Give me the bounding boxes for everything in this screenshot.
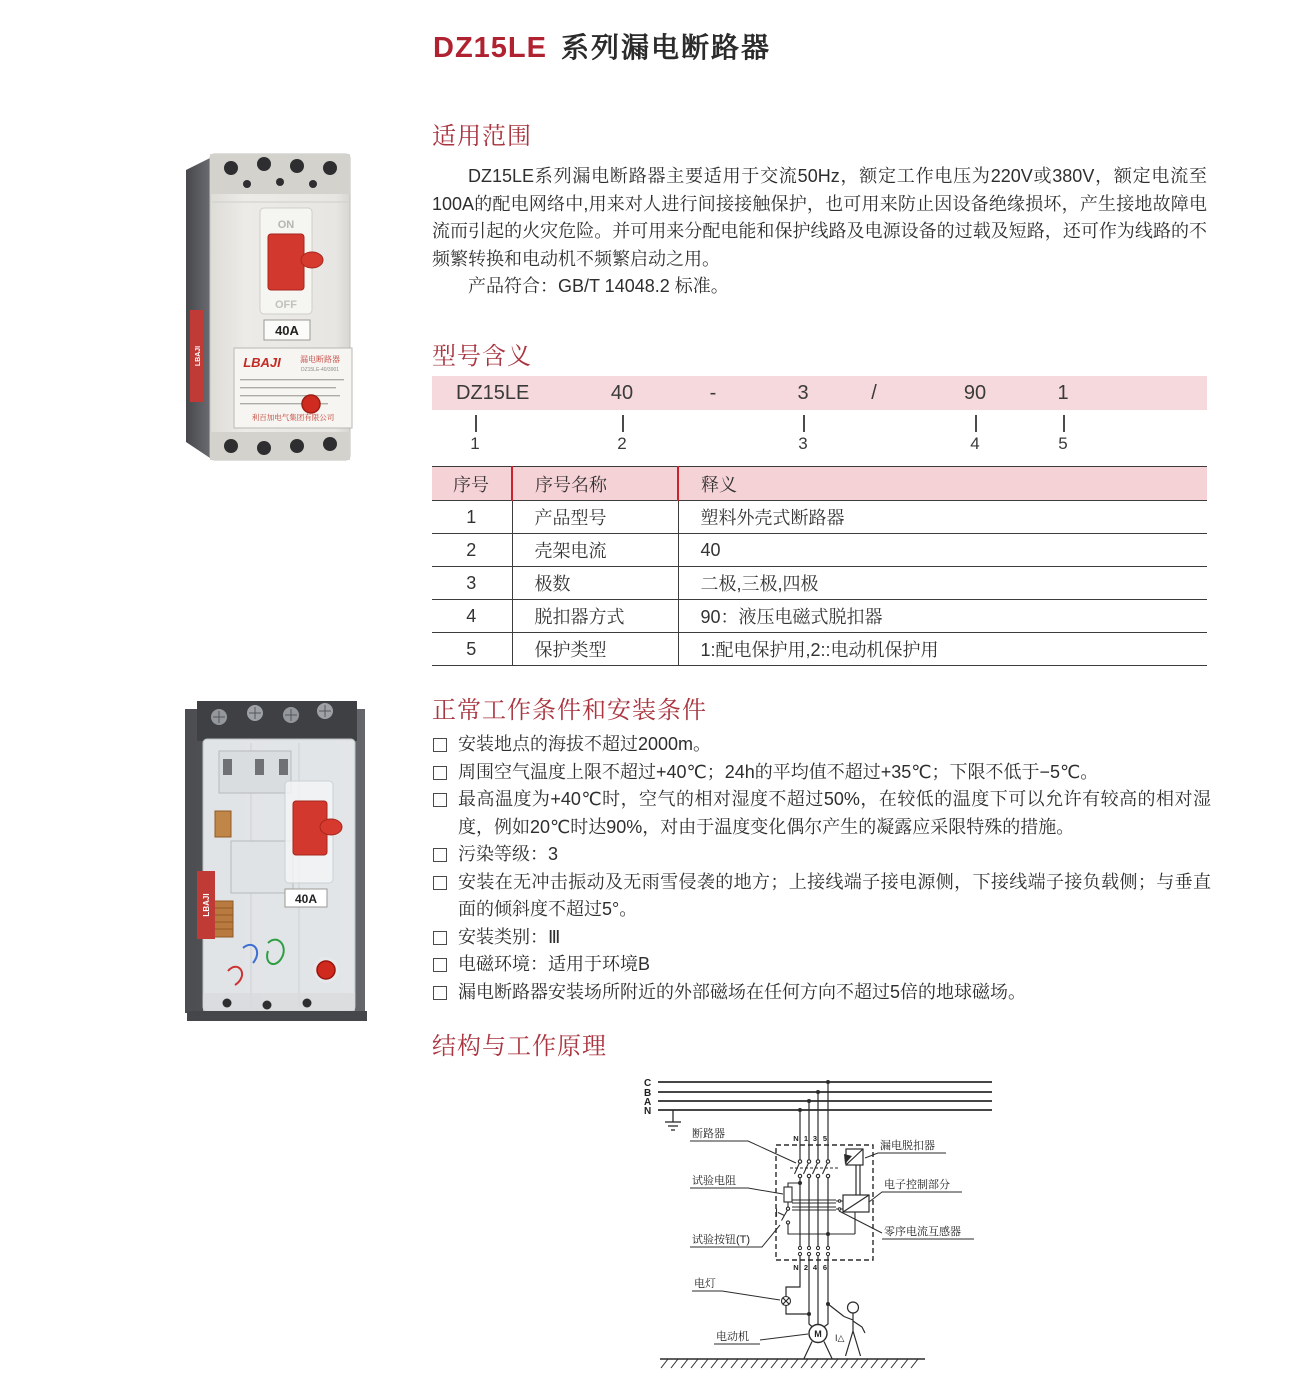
electronic-control-callout: 电子控制部分	[884, 1179, 950, 1191]
heading-scope: 适用范围	[432, 123, 532, 150]
svg-text:6: 6	[822, 1263, 828, 1272]
checkbox-square-icon	[433, 793, 447, 807]
checkbox-square-icon	[433, 848, 447, 862]
list-item-text: 最高温度为+40℃时，空气的相对湿度不超过50%，在较低的温度下可以允许有较高的相对湿度，例如20℃时达90%，对由于温度变化偶尔产生的凝露应采限特殊的措施。	[458, 789, 1211, 837]
model-part-dash: -	[709, 382, 717, 404]
model-part-prefix: DZ15LE	[456, 382, 530, 404]
checkbox-square-icon	[433, 958, 447, 972]
table-row	[432, 534, 1207, 567]
list-item	[432, 924, 1211, 952]
principle-diagram	[640, 1062, 1020, 1387]
bottom-terminal-labels	[793, 1263, 827, 1272]
checkbox-square-icon	[433, 766, 447, 780]
scope-paragraphs	[432, 163, 1207, 301]
person-figure	[844, 1302, 865, 1356]
col-header-name: 序号名称	[512, 467, 678, 501]
toggle-off-label: OFF	[275, 299, 297, 311]
cell-name: 极数	[512, 567, 678, 600]
cell-index: 5	[432, 633, 512, 666]
motor-symbol	[804, 1325, 832, 1359]
position-number: 2	[617, 434, 627, 453]
svg-text:B: B	[644, 1088, 652, 1099]
svg-text:2: 2	[803, 1263, 809, 1272]
table-row	[432, 567, 1207, 600]
svg-text:N: N	[644, 1106, 652, 1117]
model-meaning-table	[432, 466, 1207, 666]
cell-name: 保护类型	[512, 633, 678, 666]
model-small-label: DZ15LE-40/3901	[300, 367, 340, 373]
ground-hatching	[660, 1359, 925, 1368]
model-code-band	[432, 376, 1207, 410]
breaker-callout: 断路器	[692, 1128, 725, 1140]
heading-model-meaning: 型号含义	[432, 343, 532, 370]
transparent-body	[197, 739, 355, 1011]
position-number: 5	[1058, 434, 1068, 453]
company-label: 利百加电气集团有限公司	[251, 413, 335, 422]
list-item	[432, 979, 1211, 1007]
breaker-side-panel	[186, 158, 210, 458]
cell-index: 3	[432, 567, 512, 600]
test-resistor-callout: 试验电阻	[692, 1175, 736, 1187]
svg-text:4: 4	[812, 1263, 818, 1272]
checkbox-square-icon	[433, 931, 447, 945]
list-item	[432, 731, 1211, 759]
feeder-wires	[800, 1082, 828, 1160]
junction-dots	[798, 1080, 830, 1316]
cell-meaning: 二极,三极,四极	[678, 567, 1207, 600]
rating-amp-label: 40A	[294, 892, 318, 906]
power-bus-lines	[658, 1082, 992, 1110]
toggle-on-label: ON	[277, 219, 295, 231]
svg-text:C: C	[644, 1078, 652, 1089]
col-header-index: 序号	[432, 467, 512, 501]
model-part-release: 90	[963, 382, 987, 404]
list-item-text: 安装类别：Ⅲ	[458, 926, 561, 947]
lamp-callout: 电灯	[694, 1278, 716, 1290]
top-terminal-labels	[793, 1134, 827, 1143]
svg-text:1: 1	[803, 1134, 809, 1143]
earth-symbol	[665, 1110, 681, 1130]
model-part-poles: 3	[797, 382, 809, 404]
cell-name: 壳架电流	[512, 534, 678, 567]
list-item-text: 安装在无冲击振动及无雨雪侵袭的地方；上接线端子接电源侧，下接线端子接负载侧；与垂直面的倾斜度不超过5°。	[458, 871, 1211, 919]
breaker-front	[210, 154, 352, 460]
side-sticker-brand: LBAJI	[195, 345, 202, 367]
breaker-contacts	[790, 1154, 852, 1178]
test-button-red	[302, 395, 320, 413]
table-header-row	[432, 467, 1207, 501]
top-terminal-screws	[197, 701, 357, 741]
svg-text:N: N	[793, 1263, 799, 1272]
svg-text:5: 5	[822, 1134, 828, 1143]
zct-callout: 零序电流互感器	[884, 1226, 961, 1238]
list-item	[432, 869, 1211, 924]
motor-callout: 电动机	[716, 1331, 749, 1343]
toggle-knob	[320, 819, 342, 835]
position-tick	[803, 415, 805, 432]
electronic-control-box	[843, 1195, 869, 1212]
table-row	[432, 600, 1207, 633]
leakage-release-callout: 漏电脱扣器	[880, 1140, 935, 1152]
breaker-photo-transparent	[173, 693, 380, 1032]
table-row	[432, 501, 1207, 534]
checkbox-square-icon	[433, 876, 447, 890]
toggle-knob	[301, 252, 323, 268]
breaker-photo-solid	[168, 140, 375, 477]
svg-text:M: M	[814, 1329, 822, 1339]
list-item	[432, 951, 1211, 979]
lamp-symbol	[782, 1297, 791, 1306]
test-button-red	[317, 961, 335, 979]
cell-index: 4	[432, 600, 512, 633]
base-rail	[187, 1011, 367, 1021]
breaker-photo-solid-art	[168, 140, 375, 472]
breaker-photo-transparent-art	[173, 693, 380, 1027]
model-part-frame-current: 40	[610, 382, 634, 404]
conditions-list	[432, 731, 1211, 1006]
spec-label	[234, 348, 352, 428]
checkbox-square-icon	[433, 738, 447, 752]
list-item-text: 周围空气温度上限不超过+40℃；24h的平均值不超过+35℃；下限不低于−5℃。	[458, 761, 1099, 782]
principle-diagram-svg	[640, 1062, 1020, 1382]
scope-paragraph-1: DZ15LE系列漏电断路器主要适用于交流50Hz，额定工作电压为220V或380V，额定电流至100A的配电网络中,用来对人进行间接接触保护，也可用来防止因设备绝缘损坏，产生接地故障电流而引起的火灾危险。并可用来分配电能和保护线路及电源设备的过载及短路，还可作为线路的不频繁转换和电动机不频繁启动之用。	[432, 166, 1207, 269]
internal-wires	[800, 1178, 828, 1247]
cell-name: 脱扣器方式	[512, 600, 678, 633]
test-button-callout: 试验按钮(T)	[692, 1234, 751, 1246]
svg-text:N: N	[793, 1134, 799, 1143]
list-item	[432, 759, 1211, 787]
position-number: 4	[970, 434, 980, 453]
scope-paragraph-2: 产品符合：GB/T 14048.2 标准。	[468, 276, 729, 296]
leakage-current-label: I△	[835, 1333, 845, 1343]
cell-index: 1	[432, 501, 512, 534]
page-title-model: DZ15LE	[433, 32, 547, 64]
side-sticker-brand: LBAJI	[202, 893, 211, 917]
page-title-series: 系列漏电断路器	[560, 32, 771, 63]
cell-name: 产品型号	[512, 501, 678, 534]
rating-amp-label: 40A	[275, 323, 299, 338]
position-number: 3	[798, 434, 808, 453]
test-resistor-symbol	[784, 1187, 792, 1202]
model-part-slash: /	[871, 382, 877, 404]
bottom-terminal-contacts	[798, 1246, 829, 1255]
bus-labels	[644, 1078, 651, 1117]
table-row	[432, 633, 1207, 666]
toggle-switch	[268, 234, 304, 290]
product-name-label: 漏电断路器	[300, 355, 340, 364]
model-position-markers	[432, 412, 1207, 460]
test-button-symbol	[777, 1209, 785, 1217]
list-item	[432, 786, 1211, 841]
heading-principle: 结构与工作原理	[432, 1033, 607, 1060]
position-tick	[975, 415, 977, 432]
model-part-protection: 1	[1057, 382, 1069, 404]
cell-meaning: 90：液压电磁式脱扣器	[678, 600, 1207, 633]
checkbox-square-icon	[433, 986, 447, 1000]
list-item	[432, 841, 1211, 869]
list-item-text: 安装地点的海拔不超过2000m。	[458, 734, 712, 754]
list-item-text: 漏电断路器安装场所附近的外部磁场在任何方向不超过5倍的地球磁场。	[458, 981, 1027, 1002]
brand-logo-text: LBAJI	[243, 355, 281, 370]
position-tick	[475, 415, 477, 432]
position-number: 1	[470, 434, 480, 453]
cell-meaning: 塑料外壳式断路器	[678, 501, 1207, 534]
page-title	[433, 26, 771, 66]
svg-text:A: A	[644, 1097, 652, 1108]
list-item-text: 电磁环境：适用于环境B	[458, 954, 651, 974]
cell-meaning: 1:配电保护用,2::电动机保护用	[678, 633, 1207, 666]
heading-conditions: 正常工作条件和安装条件	[432, 697, 707, 724]
cell-index: 2	[432, 534, 512, 567]
mechanism-block2	[231, 841, 293, 893]
cell-meaning: 40	[678, 534, 1207, 567]
list-item-text: 污染等级：3	[458, 844, 559, 864]
svg-text:3: 3	[812, 1134, 818, 1143]
col-header-meaning: 释义	[678, 467, 1207, 501]
position-tick	[1063, 415, 1065, 432]
position-tick	[622, 415, 624, 432]
